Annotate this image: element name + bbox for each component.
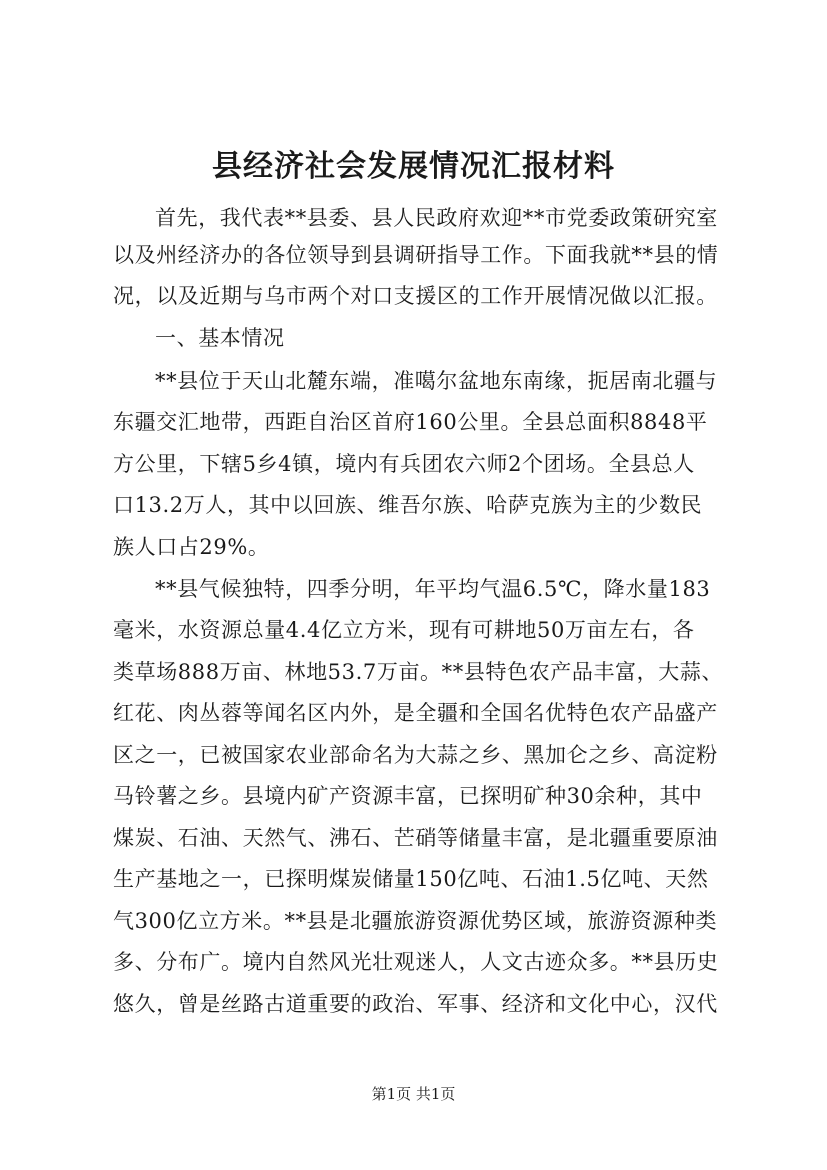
paragraph-line: 生产基地之一，已探明煤炭储量150亿吨、石油1.5亿吨、天然 <box>113 867 709 891</box>
paragraph-line: 红花、肉丛蓉等闻名区内外，是全疆和全国名优特色农产品盛产 <box>113 701 718 725</box>
paragraph-line: **县位于天山北麓东端，准噶尔盆地东南缘，扼居南北疆与 <box>155 369 718 393</box>
paragraph-line: 口13.2万人，其中以回族、维吾尔族、哈萨克族为主的少数民 <box>113 493 703 517</box>
page-number-footer: 第1页 共1页 <box>371 1085 456 1103</box>
paragraph-line: 况，以及近期与乌市两个对口支援区的工作开展情况做以汇报。 <box>113 284 718 308</box>
paragraph-line: 煤炭、石油、天然气、沸石、芒硝等储量丰富，是北疆重要原油 <box>113 826 718 850</box>
paragraph-line: 类草场888万亩、林地53.7万亩。**县特色农产品丰富，大蒜、 <box>113 660 724 684</box>
paragraph-line: 族人口占29%。 <box>113 535 270 559</box>
paragraph-line: 方公里，下辖5乡4镇，境内有兵团农六师2个团场。全县总人 <box>113 452 695 476</box>
paragraph-line: 区之一，已被国家农业部命名为大蒜之乡、黑加仑之乡、高淀粉 <box>113 743 718 767</box>
paragraph-line: 首先，我代表**县委、县人民政府欢迎**市党委政策研究室 <box>155 206 718 230</box>
section-heading: 一、基本情况 <box>155 326 285 350</box>
document-title: 县经济社会发展情况汇报材料 <box>212 149 615 184</box>
paragraph-line: 东疆交汇地带，西距自治区首府160公里。全县总面积8848平 <box>113 410 708 434</box>
paragraph-line: 马铃薯之乡。县境内矿产资源丰富，已探明矿种30余种，其中 <box>113 784 703 808</box>
paragraph-line: 悠久，曾是丝路古道重要的政治、军事、经济和文化中心，汉代 <box>113 992 718 1016</box>
paragraph-line: 以及州经济办的各位领导到县调研指导工作。下面我就**县的情 <box>113 243 719 267</box>
paragraph-line: 毫米，水资源总量4.4亿立方米，现有可耕地50万亩左右，各 <box>113 618 695 642</box>
paragraph-line: 多、分布广。境内自然风光壮观迷人，人文古迹众多。**县历史 <box>113 950 719 974</box>
paragraph-line: 气300亿立方米。**县是北疆旅游资源优势区域，旅游资源种类 <box>113 909 718 933</box>
paragraph-line: **县气候独特，四季分明，年平均气温6.5℃，降水量183 <box>155 577 711 601</box>
